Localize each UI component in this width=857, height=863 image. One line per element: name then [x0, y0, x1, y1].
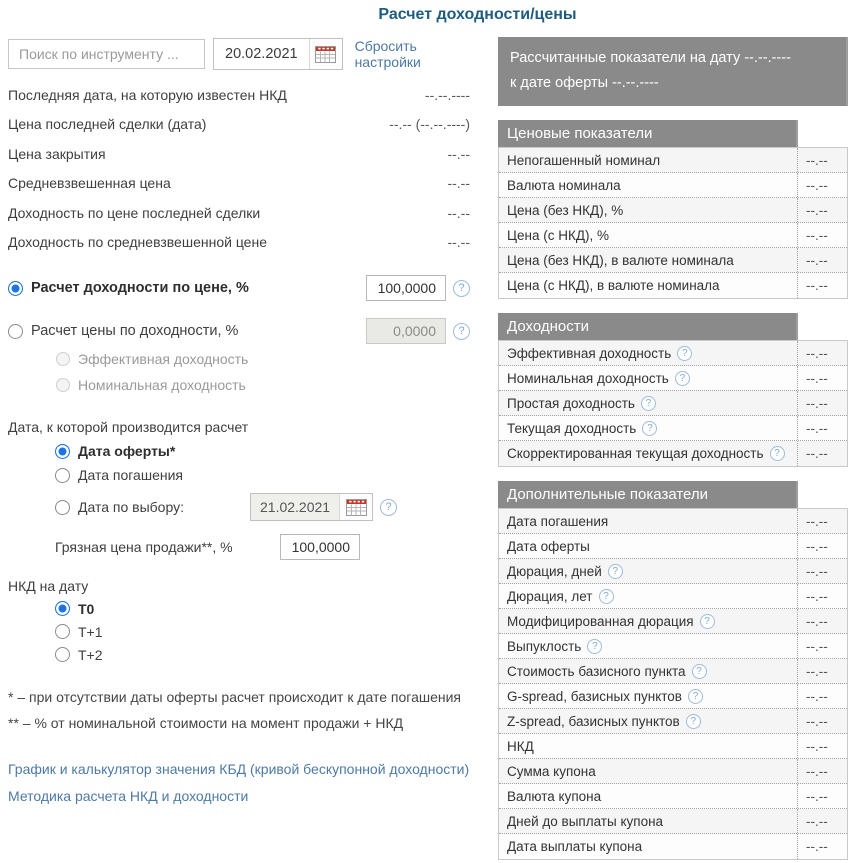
footnote-dirty-price: ** – % от номинальной стоимости на момент продажи + НКД — [8, 715, 404, 731]
result-row — [499, 784, 847, 809]
result-label — [499, 341, 797, 365]
result-row — [499, 834, 847, 859]
question-mark-icon[interactable]: ? — [677, 346, 692, 361]
result-row — [499, 609, 847, 634]
radio-offer-date[interactable] — [55, 444, 70, 459]
result-row — [499, 809, 847, 834]
dirty-price-label: Грязная цена продажи**, % — [55, 539, 233, 555]
effective-yield-label[interactable]: Эффективная доходность — [78, 351, 249, 367]
info-label: Последняя дата, на которую известен НКД — [8, 86, 287, 103]
result-value: --.-- — [797, 223, 847, 247]
offer-date-label[interactable]: Дата оферты* — [78, 443, 176, 459]
left-column — [8, 30, 470, 860]
results-section — [498, 481, 848, 860]
calendar-icon[interactable] — [339, 494, 372, 520]
radio-price-by-yield[interactable] — [8, 324, 23, 339]
question-mark-icon[interactable]: ? — [688, 689, 703, 704]
results-section-header: Доходности — [498, 313, 798, 340]
result-value: --.-- — [797, 559, 847, 583]
result-label-text: Сумма купона — [507, 763, 596, 779]
sub-option-effective-yield — [56, 346, 470, 372]
result-label — [499, 441, 797, 466]
result-value: --.-- — [797, 341, 847, 365]
result-value: --.-- — [797, 173, 847, 197]
result-row — [499, 584, 847, 609]
price-input[interactable] — [366, 275, 446, 301]
result-label — [499, 609, 797, 633]
result-label-text: Дюрация, лет — [507, 588, 593, 604]
info-label: Средневзвешенная цена — [8, 175, 171, 192]
calc-date-options — [8, 439, 470, 487]
result-value: --.-- — [797, 784, 847, 808]
result-label-text: Скорректированная текущая доходность — [507, 446, 764, 461]
question-mark-icon[interactable]: ? — [686, 714, 701, 729]
result-label-text: Дата погашения — [507, 513, 609, 529]
kbd-curve-link[interactable]: График и калькулятор значения КБД (кривой бескупонной доходности) — [8, 761, 470, 777]
custom-date-control — [250, 493, 373, 521]
question-mark-icon[interactable]: ? — [675, 371, 690, 386]
results-section — [498, 313, 848, 467]
result-label-text: G-spread, базисных пунктов — [507, 688, 682, 704]
results-rows — [498, 147, 848, 299]
option-custom-date — [55, 490, 470, 524]
custom-date-value[interactable]: 21.02.2021 — [251, 494, 339, 520]
question-mark-icon[interactable]: ? — [700, 614, 715, 629]
result-value: --.-- — [797, 416, 847, 440]
results-header-line1: Рассчитанные показатели на дату --.--.---- — [510, 50, 791, 66]
result-label — [499, 534, 797, 558]
result-label-text: Простая доходность — [507, 395, 635, 411]
info-row — [8, 169, 470, 199]
radio-t0[interactable] — [55, 601, 70, 616]
result-row — [499, 248, 847, 273]
result-row — [499, 391, 847, 416]
result-value: --.-- — [797, 609, 847, 633]
dirty-price-row — [55, 533, 470, 561]
results-rows — [498, 508, 848, 860]
result-row — [499, 759, 847, 784]
result-label — [499, 784, 797, 808]
result-label — [499, 173, 797, 197]
info-label: Цена закрытия — [8, 145, 106, 162]
custom-date-label[interactable]: Дата по выбору: — [78, 499, 184, 515]
result-label — [499, 366, 797, 390]
result-value: --.-- — [797, 734, 847, 758]
reset-settings-link[interactable]: Сбросить настройки — [354, 38, 421, 70]
option-maturity-date — [55, 463, 470, 487]
result-label-text: Эффективная доходность — [507, 345, 672, 361]
result-label — [499, 391, 797, 415]
yield-by-price-label[interactable]: Расчет доходности по цене, % — [31, 280, 249, 296]
t0-label[interactable]: T0 — [78, 600, 95, 617]
question-mark-icon[interactable]: ? — [453, 280, 470, 297]
content-columns — [0, 30, 857, 860]
result-row — [499, 441, 847, 466]
yield-input[interactable] — [366, 318, 446, 344]
result-label — [499, 416, 797, 440]
result-value: --.-- — [797, 366, 847, 390]
result-value: --.-- — [797, 659, 847, 683]
result-label — [499, 223, 797, 247]
result-row — [499, 223, 847, 248]
result-value: --.-- — [797, 198, 847, 222]
result-label-text: Дюрация, дней — [507, 563, 602, 579]
result-row — [499, 366, 847, 391]
result-label-text: Дней до выплаты купона — [507, 813, 664, 829]
result-label — [499, 759, 797, 783]
results-section-header: Дополнительные показатели — [498, 481, 798, 508]
calendar-icon[interactable] — [309, 39, 342, 69]
result-label-text: Дата оферты — [507, 538, 590, 554]
result-label — [499, 709, 797, 733]
page-title: Расчет доходности/цены — [378, 6, 577, 23]
result-row — [499, 534, 847, 559]
result-label — [499, 659, 797, 683]
doc-links — [8, 756, 470, 810]
result-value: --.-- — [797, 391, 847, 415]
result-label-text: Стоимость базисного пункта — [507, 663, 686, 679]
question-mark-icon[interactable]: ? — [599, 589, 614, 604]
nkd-section-label: НКД на дату — [8, 578, 89, 594]
info-row — [8, 110, 470, 140]
result-value: --.-- — [797, 534, 847, 558]
radio-effective-yield[interactable] — [56, 352, 70, 366]
result-label-text: Дата выплаты купона — [507, 839, 643, 854]
nkd-options — [8, 597, 470, 666]
radio-t2[interactable] — [55, 647, 70, 662]
result-value: --.-- — [797, 634, 847, 658]
price-by-yield-label[interactable]: Расчет цены по доходности, % — [31, 323, 239, 339]
result-label-text: НКД — [507, 738, 534, 754]
search-input[interactable] — [8, 39, 205, 69]
result-row — [499, 634, 847, 659]
result-label — [499, 273, 797, 298]
nominal-yield-label[interactable]: Номинальная доходность — [78, 377, 246, 393]
result-label-text: Валюта номинала — [507, 177, 621, 193]
question-mark-icon[interactable]: ? — [692, 664, 707, 679]
result-label — [499, 734, 797, 758]
info-value: --.-- — [447, 145, 470, 162]
result-label-text: Цена (без НКД), % — [507, 202, 624, 218]
result-label — [499, 834, 797, 859]
info-label: Цена последней сделки (дата) — [8, 116, 207, 133]
results-section — [498, 120, 848, 299]
result-label-text: Цена (без НКД), в валюте номинала — [507, 252, 734, 268]
result-label — [499, 148, 797, 172]
radio-maturity-date[interactable] — [55, 468, 70, 483]
footnotes — [8, 684, 470, 736]
question-mark-icon[interactable]: ? — [453, 323, 470, 340]
info-value: --.--.---- — [424, 86, 470, 103]
info-row — [8, 228, 470, 258]
results-rows — [498, 340, 848, 467]
result-label-text: Модифицированная дюрация — [507, 613, 694, 629]
result-row — [499, 148, 847, 173]
result-row — [499, 709, 847, 734]
result-value: --.-- — [797, 809, 847, 833]
result-row — [499, 198, 847, 223]
info-value: --.-- — [447, 204, 470, 221]
info-row — [8, 198, 470, 228]
t1-label[interactable]: T+1 — [78, 623, 103, 640]
question-mark-icon[interactable]: ? — [641, 396, 656, 411]
info-rows — [8, 80, 470, 257]
result-value: --.-- — [797, 441, 847, 466]
calc-date-section-label: Дата, к которой производится расчет — [8, 419, 249, 435]
t2-label[interactable]: T+2 — [78, 646, 103, 663]
info-label: Доходность по средневзвешенной цене — [8, 234, 267, 251]
maturity-date-label[interactable]: Дата погашения — [78, 467, 183, 483]
radio-yield-by-price[interactable] — [8, 281, 23, 296]
result-label-text: Текущая доходность — [507, 420, 637, 436]
result-row — [499, 734, 847, 759]
result-label — [499, 584, 797, 608]
result-label-text: Цена (с НКД), % — [507, 227, 609, 243]
info-value: --.-- — [447, 234, 470, 251]
question-mark-icon[interactable]: ? — [380, 499, 397, 516]
results-panel — [498, 30, 848, 860]
result-value: --.-- — [797, 509, 847, 533]
calc-date-value[interactable]: 20.02.2021 — [225, 46, 298, 62]
question-mark-icon[interactable]: ? — [587, 639, 602, 654]
footnote-offer-date: * – при отсутствии даты оферты расчет происходит к дате погашения — [8, 689, 462, 705]
results-sections — [498, 120, 848, 860]
radio-nominal-yield[interactable] — [56, 378, 70, 392]
result-label-text: Валюта купона — [507, 788, 602, 804]
info-row — [8, 80, 470, 110]
result-row — [499, 559, 847, 584]
result-label — [499, 509, 797, 533]
option-t0 — [55, 597, 470, 620]
results-section-header: Ценовые показатели — [498, 120, 798, 147]
result-label-text: Z-spread, базисных пунктов — [507, 713, 680, 729]
result-label — [499, 634, 797, 658]
dirty-price-input[interactable] — [280, 534, 360, 560]
result-label-text: Цена (с НКД), в валюте номинала — [507, 278, 720, 293]
result-value: --.-- — [797, 709, 847, 733]
sub-option-nominal-yield — [56, 372, 470, 398]
option-t1 — [55, 620, 470, 643]
result-value: --.-- — [797, 248, 847, 272]
result-label-text: Непогашенный номинал — [507, 152, 661, 168]
info-label: Доходность по цене последней сделки — [8, 204, 261, 221]
result-label — [499, 198, 797, 222]
toolbar — [8, 38, 470, 70]
info-value: --.-- — [447, 175, 470, 192]
result-value: --.-- — [797, 684, 847, 708]
info-row — [8, 139, 470, 169]
methodology-link[interactable]: Методика расчета НКД и доходности — [8, 788, 249, 804]
calc-mode-yield-by-price — [8, 273, 470, 303]
result-label-text: Номинальная доходность — [507, 370, 669, 386]
radio-custom-date[interactable] — [55, 500, 70, 515]
calc-date-control — [213, 38, 343, 70]
question-mark-icon[interactable]: ? — [608, 564, 623, 579]
result-label — [499, 248, 797, 272]
result-value: --.-- — [797, 273, 847, 298]
result-row — [499, 659, 847, 684]
option-t2 — [55, 643, 470, 666]
option-offer-date — [55, 439, 470, 463]
calc-mode-price-by-yield — [8, 316, 470, 346]
results-header-line2: к дате оферты --.--.---- — [510, 75, 659, 91]
result-value: --.-- — [797, 759, 847, 783]
result-label — [499, 684, 797, 708]
result-label — [499, 559, 797, 583]
info-value: --.-- (--.--.----) — [389, 116, 470, 133]
result-row — [499, 273, 847, 298]
result-row — [499, 684, 847, 709]
question-mark-icon[interactable]: ? — [770, 446, 785, 461]
result-row — [499, 341, 847, 366]
result-row — [499, 509, 847, 534]
result-value: --.-- — [797, 834, 847, 859]
question-mark-icon[interactable]: ? — [642, 421, 657, 436]
result-row — [499, 416, 847, 441]
result-row — [499, 173, 847, 198]
radio-t1[interactable] — [55, 624, 70, 639]
result-value: --.-- — [797, 584, 847, 608]
result-label-text: Выпуклость — [507, 638, 582, 654]
result-value: --.-- — [797, 148, 847, 172]
result-label — [499, 809, 797, 833]
results-header — [498, 37, 848, 106]
